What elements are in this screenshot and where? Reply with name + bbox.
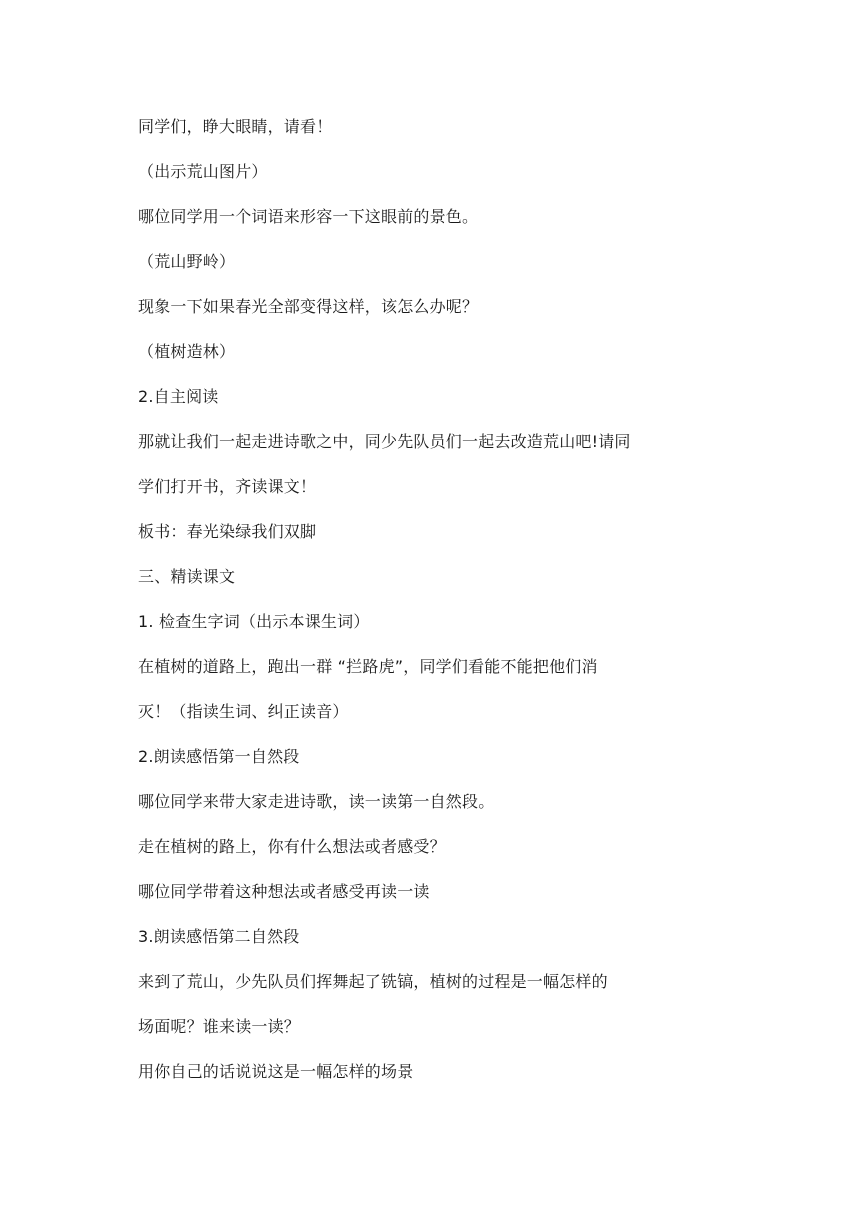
- section-heading: 3.朗读感悟第二自然段: [138, 927, 300, 946]
- text-line: 来到了荒山，少先队员们挥舞起了铣镐，植树的过程是一幅怎样的: [138, 972, 608, 991]
- text-line: 用你自己的话说说这是一幅怎样的场景: [138, 1062, 414, 1081]
- section-heading: 三、精读课文: [138, 567, 236, 586]
- section-heading: 2.自主阅读: [138, 387, 219, 406]
- text-line: 哪位同学用一个词语来形容一下这眼前的景色。: [138, 207, 479, 226]
- section-heading: 2.朗读感悟第一自然段: [138, 747, 300, 766]
- text-line: 灭！（指读生词、纠正读音）: [138, 702, 349, 721]
- text-line: 现象一下如果春光全部变得这样，该怎么办呢？: [138, 297, 479, 316]
- text-line: 在植树的道路上，跑出一群 “拦路虎”，同学们看能不能把他们消: [138, 657, 598, 676]
- text-line: 同学们，睁大眼睛，请看！: [138, 117, 333, 136]
- text-line: 学们打开书，齐读课文！: [138, 477, 317, 496]
- text-line: 走在植树的路上，你有什么想法或者感受？: [138, 837, 446, 856]
- text-line: 哪位同学来带大家走进诗歌，读一读第一自然段。: [138, 792, 495, 811]
- document-body: [138, 116, 738, 1106]
- text-line: （植树造林）: [138, 342, 236, 361]
- section-heading: 1. 检查生字词（出示本课生词）: [138, 612, 370, 631]
- text-line: 场面呢？谁来读一读？: [138, 1017, 301, 1036]
- text-line: 那就让我们一起走进诗歌之中，同少先队员们一起去改造荒山吧!请同: [138, 432, 631, 451]
- text-line: （出示荒山图片）: [138, 162, 268, 181]
- text-line: （荒山野岭）: [138, 252, 236, 271]
- text-line: 板书：春光染绿我们双脚: [138, 522, 317, 541]
- text-line: 哪位同学带着这种想法或者感受再读一读: [138, 882, 430, 901]
